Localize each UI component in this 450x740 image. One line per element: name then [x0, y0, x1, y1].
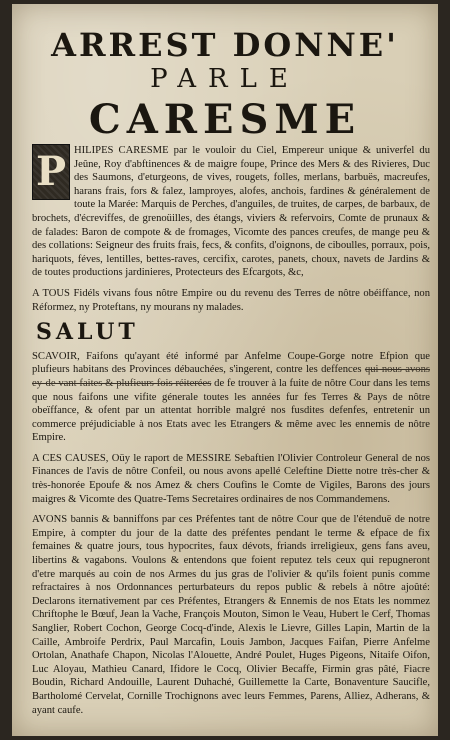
initial-letter: P: [32, 144, 70, 200]
decorated-initial: [32, 144, 70, 200]
scavoir-text-end: de fe trouver à la fuite de nôtre Cour dans les tems que nous faifons une vifite génerale toutes les années fur fes Terres & Pays de nôtre obeïffance, & ofent par un attentat horrible malgré nos fusdites defenfes, entretenir un commerce préjudiciable à nos Etats avec les Etrangers & même avec les ennemis de nôtre Empire.: [32, 377, 430, 444]
avons-paragraph: AVONS bannis & banniffons par ces Préfentes tant de nôtre Cour que de l'étenduë de notre Empire, à compter du jour de la datte des préfentes pendant le terme & efpace de fix femaines & quatre jours, tous hypocrites, faux dévots, friands irreligieux, gens fans aveu, libertins & vagabons. Voulons & entendons que foient reputez tels ceux qui repugneront d'etre marqués au coin de nos Armes du jus gras de l'olivier & qu'ils foient punis comme refractaires à nos Ordonnances perturbateurs du repos public & rebels à nôtre ajoûté: Declarons iternativement par ces Préfentes, Etrangers & Ennemis de nos Etats les nommez Chriftophe le Bœuf, Jean la Vache, François Mouton, Simon le Veau, Hubert le Cerf, Thomas Sanglier, Robert Cochon, George Cocq-d'inde, Alexis le Lievre, Gilles Lapin, Martin de la Caille, Ambroife Perdrix, Paul Marcafin, Louis Jambon, Jacques Faifan, Pierre Anfelme Ortolan, Anathafe Chapon, Nicolas l'Alouette, André Poulet, Huges Pigeons, Nitaife Oifon, Luc Aloyau, Mathieu Canard, Ifidore le Cocq, Olivier Becaffe, Firmin gras pâté, Fiacre Boudin, Richard Andouille, Laurent Duhaché, Guillemette la Carte, Bonaventure Saucifle, Bartholomé Cervelat, Cornille Trochignons avec leurs Femmes, Parens, Alliez, Adherans, & ayant caufe.: [32, 514, 430, 716]
scavoir-paragraph: [32, 350, 430, 445]
scavoir-struck-text: qui nous avons ey-de vant faites & plufieurs fois réiterées: [32, 364, 430, 389]
address-paragraph: A TOUS Fidéls vivans fous nôtre Empire ou du revenu des Terres de nôtre obéiffance, non Réformez, ny Proteftans, ny mourans ny malades.: [32, 287, 430, 313]
document-sheet: [12, 4, 438, 736]
document-body: [32, 144, 430, 724]
intro-paragraph: HILIPES CARESME par le vouloir du Ciel, Empereur unique & univerfel du Jeûne, Roy d'abftinences & de maigre foupe, Prince des Mers & des Rivieres, Duc des Saumons, d'eturgeons, de vives, rougets, folles, merlans, barbuës, macreufes, harans frais, fors & falez, lamproyes, alofes, anchois, fardines & généralement de toute la Marée: Marquis de Perches, d'anguiles, de truites, de carpes, de barbaux, de brochets, d'écreviffes, de grenoüilles, des étangs, viviers & refervoirs, Comte de prunaux & de falades: Baron de compote & de fromages, Vicomte des pances creufes, de mange peu & des collations: Seigneur des fruits frais, fecs, & confits, d'oignons, de ciboulles, porraux, pois, hariquots, féves, lentilles, bettes-raves, cercifix, carotes, panets, choux, navets de Jardins & de toutes productions jardinieres, Protecteurs des Efcargots, &c,: [32, 145, 430, 279]
title-line-2: PARLE: [150, 64, 300, 94]
title-line-1: ARREST DONNE': [51, 26, 399, 64]
causes-paragraph: A CES CAUSES, Oüy le raport de MESSIRE Sebaftien l'Olivier Controleur General de nos Finances de l'avis de nôtre Confeil, ou nous avons apellé Celeftine Diette notre très-cher & très-honorée Epoufe & nos Amez & chers Coufins le Comte de Vigiles, Barons des jours maigres & Vicomte des Quatre-Tems Secretaires ordinaires de nos Commandemens.: [32, 452, 430, 505]
title-line-3: CARESME: [88, 96, 362, 143]
scavoir-text-start: SCAVOIR, Faifons qu'ayant été informé par Anfelme Coupe-Gorge notre Efpion que plufieurs habitans des Provinces débauchées, s'ingerent, contre les deffences: [32, 350, 430, 376]
salut-heading: SALUT: [36, 319, 139, 346]
